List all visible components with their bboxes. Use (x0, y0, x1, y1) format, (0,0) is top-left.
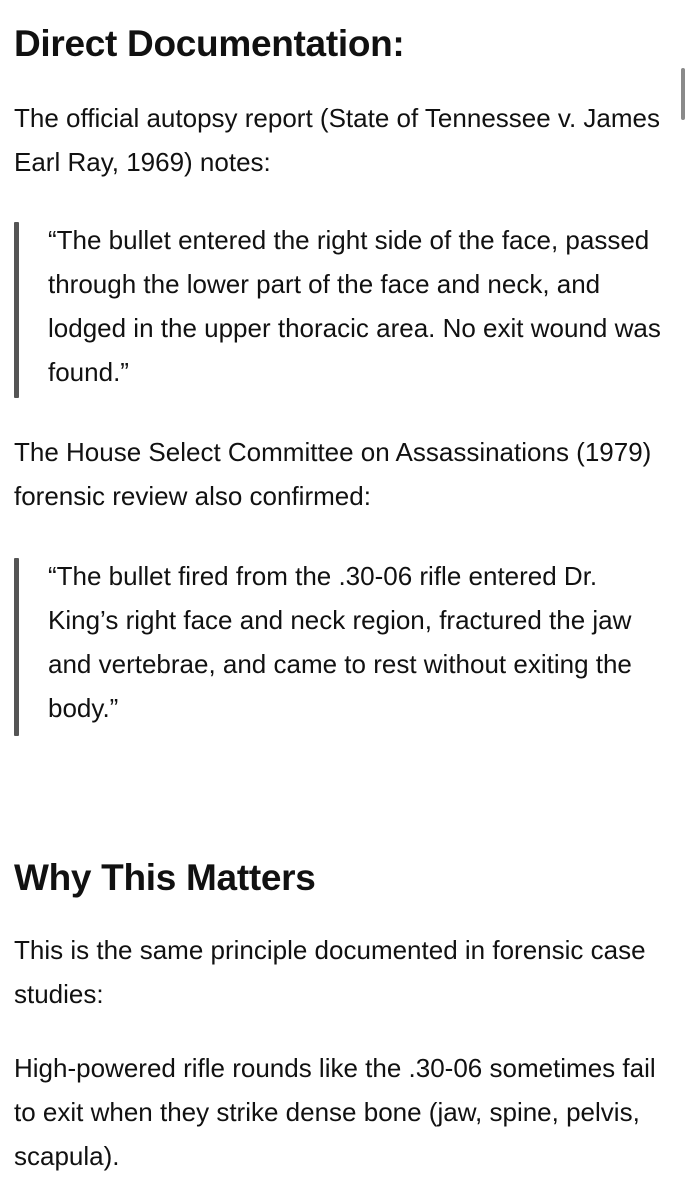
quote-text-autopsy: “The bullet entered the right side of the face, passed through the lower part of the face and neck, and lodged in the upper thoracic area. No exit wound was found.” (48, 225, 661, 387)
paragraph-autopsy-intro: The official autopsy report (State of Tennessee v. James Earl Ray, 1969) notes: (14, 103, 661, 177)
section-heading-direct-documentation: Direct Documentation: (14, 23, 405, 64)
quote-bar (14, 222, 19, 398)
quote-bar (14, 558, 19, 736)
quote-text-hsca: “The bullet fired from the .30-06 rifle entered Dr. King’s right face and neck region, fractured the jaw and vertebrae, and came to rest without exiting the body.” (48, 561, 632, 723)
paragraph-rifle-rounds: High-powered rifle rounds like the .30-06 sometimes fail to exit when they strike dense bone (jaw, spine, pelvis, scapula). (14, 1053, 656, 1171)
section-heading-why-this-matters: Why This Matters (14, 857, 316, 898)
blockquote-autopsy (14, 218, 664, 396)
blockquote-hsca (14, 554, 664, 734)
scrollbar-thumb[interactable] (681, 68, 685, 120)
paragraph-hsca-intro: The House Select Committee on Assassinations (1979) forensic review also confirmed: (14, 437, 652, 511)
paragraph-principle: This is the same principle documented in forensic case studies: (14, 935, 646, 1009)
